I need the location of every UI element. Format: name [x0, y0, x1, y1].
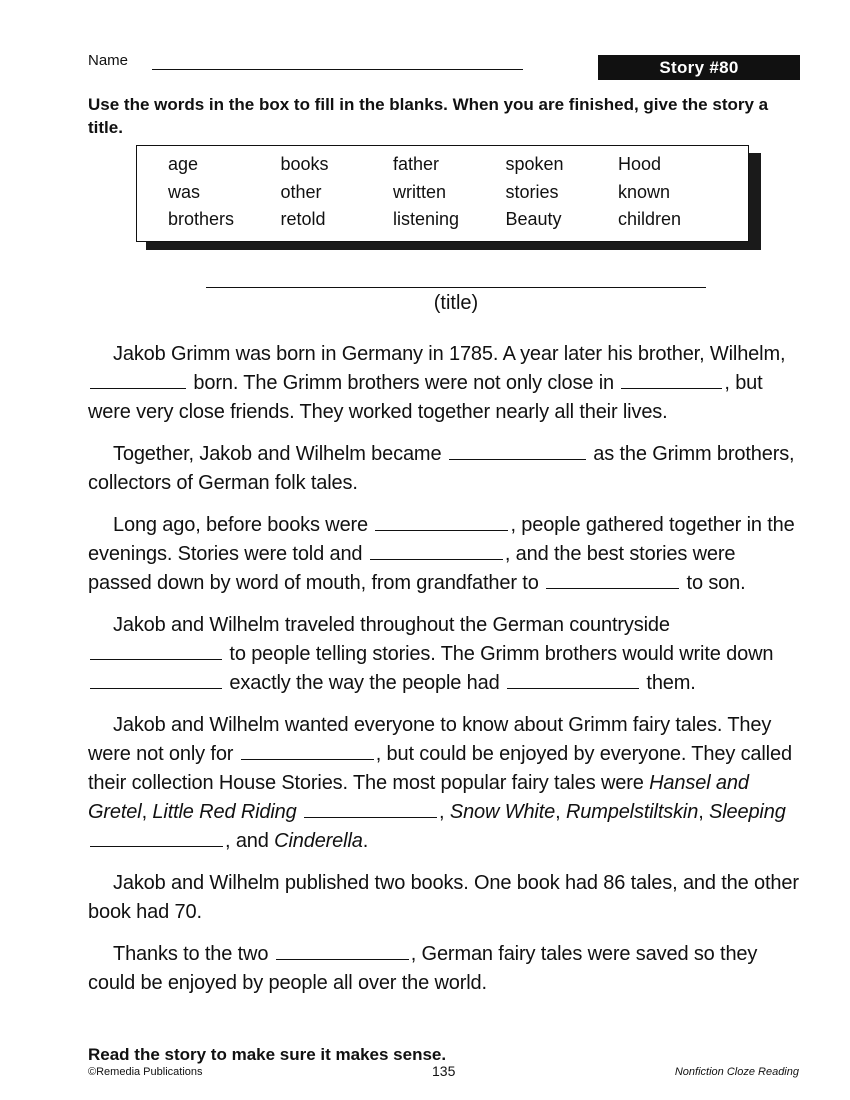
story-text-segment: , people gathered together in the evenings. Stories were told and [88, 514, 795, 565]
story-text-segment: , [698, 801, 704, 823]
story-text-segment: , and [225, 830, 269, 852]
story-text-segment: to son. [686, 572, 746, 594]
story-text-segment: , [439, 801, 445, 823]
fairy-tale-title: Rumpelstiltskin [565, 801, 699, 823]
story-paragraph-6: Jakob and Wilhelm published two books. One book had 86 tales, and the other book had 70. [88, 872, 799, 923]
word-known: known [618, 181, 671, 202]
story-paragraph-4 [88, 611, 800, 698]
word-spoken: spoken [505, 154, 564, 174]
blank-13[interactable] [276, 959, 409, 960]
story-text [88, 340, 800, 1011]
fairy-tale-title: Hansel and Gretel [88, 772, 749, 823]
story-text-segment: Jakob Grimm was born in Germany in 1785. A year later his brother, Wilhelm, [113, 343, 786, 365]
story-paragraph-1 [88, 340, 800, 427]
word-retold: retold [280, 209, 326, 229]
word-age: age [168, 154, 199, 174]
story-text-segment: , but could be enjoyed by everyone. They called their collection House Stories. The most popular fairy tales were [88, 743, 792, 794]
word-books: books [280, 154, 329, 174]
story-text-segment: Jakob and Wilhelm wanted everyone to know about Grimm fairy tales. They were not only for [88, 714, 772, 765]
word-father: father [393, 154, 440, 174]
name-field[interactable] [152, 69, 523, 70]
story-text-segment: Jakob and Wilhelm traveled throughout the German countryside [113, 614, 670, 636]
story-text-segment: exactly the way the people had [229, 672, 500, 694]
word-other: other [280, 181, 322, 202]
name-label: Name [88, 52, 129, 69]
word-hood: Hood [618, 154, 662, 174]
fairy-tale-title: Cinderella [274, 830, 363, 852]
story-text-segment: , [555, 801, 561, 823]
word-written: written [393, 181, 447, 202]
blank-3[interactable] [449, 459, 586, 460]
word-brothers: brothers [168, 209, 235, 229]
word-children: children [618, 209, 682, 229]
word-box [136, 145, 749, 242]
story-text-segment: Thanks to the two [113, 943, 269, 965]
word-beauty: Beauty [505, 209, 562, 229]
blank-11[interactable] [304, 817, 437, 818]
blank-2[interactable] [621, 388, 722, 389]
blank-5[interactable] [370, 559, 503, 560]
story-text-segment: , [141, 801, 147, 823]
story-text-segment: , German fairy tales were saved so they could be enjoyed by people all over the world. [88, 943, 758, 994]
footer-instruction: Read the story to make sure it makes sense. [88, 1045, 447, 1064]
story-text-segment: born. The Grimm brothers were not only close in [193, 372, 614, 394]
blank-9[interactable] [507, 688, 639, 689]
title-caption: (title) [433, 292, 479, 314]
copyright: ©Remedia Publications [88, 1066, 203, 1078]
story-paragraph-2 [88, 440, 800, 498]
fairy-tale-title: Snow White [449, 801, 556, 823]
story-number-badge: Story #80 [598, 55, 800, 80]
blank-8[interactable] [90, 688, 222, 689]
story-text-segment: Long ago, before books were [113, 514, 369, 536]
word-stories: stories [505, 181, 559, 202]
title-blank[interactable] [206, 287, 706, 288]
word-grid [168, 151, 731, 234]
blank-10[interactable] [241, 759, 374, 760]
story-text-segment: to people telling stories. The Grimm brothers would write down [229, 643, 774, 665]
story-paragraph-5 [88, 711, 800, 856]
story-text-segment: , but were very close friends. They worked together nearly all their lives. [88, 372, 763, 423]
blank-7[interactable] [90, 659, 222, 660]
blank-1[interactable] [90, 388, 186, 389]
story-text-segment: , and the best stories were passed down by word of mouth, from grandfather to [88, 543, 736, 594]
story-text-segment: Together, Jakob and Wilhelm became [113, 443, 442, 465]
blank-6[interactable] [546, 588, 679, 589]
fairy-tale-title: Sleeping [709, 801, 786, 823]
story-text-segment: . [362, 830, 369, 852]
story-text-segment: them. [646, 672, 696, 694]
blank-4[interactable] [375, 530, 508, 531]
story-text-segment: as the Grimm brothers, collectors of German folk tales. [88, 443, 795, 494]
series-title: Nonfiction Cloze Reading [674, 1066, 799, 1078]
page-number: 135 [432, 1063, 456, 1079]
story-paragraph-3 [88, 511, 800, 598]
word-listening: listening [393, 209, 460, 229]
word-was: was [168, 181, 201, 202]
fairy-tale-title: Little Red Riding [152, 801, 297, 823]
blank-12[interactable] [90, 846, 223, 847]
instructions: Use the words in the box to fill in the blanks. When you are finished, give the story a title. [88, 95, 769, 137]
story-paragraph-7 [88, 940, 800, 998]
